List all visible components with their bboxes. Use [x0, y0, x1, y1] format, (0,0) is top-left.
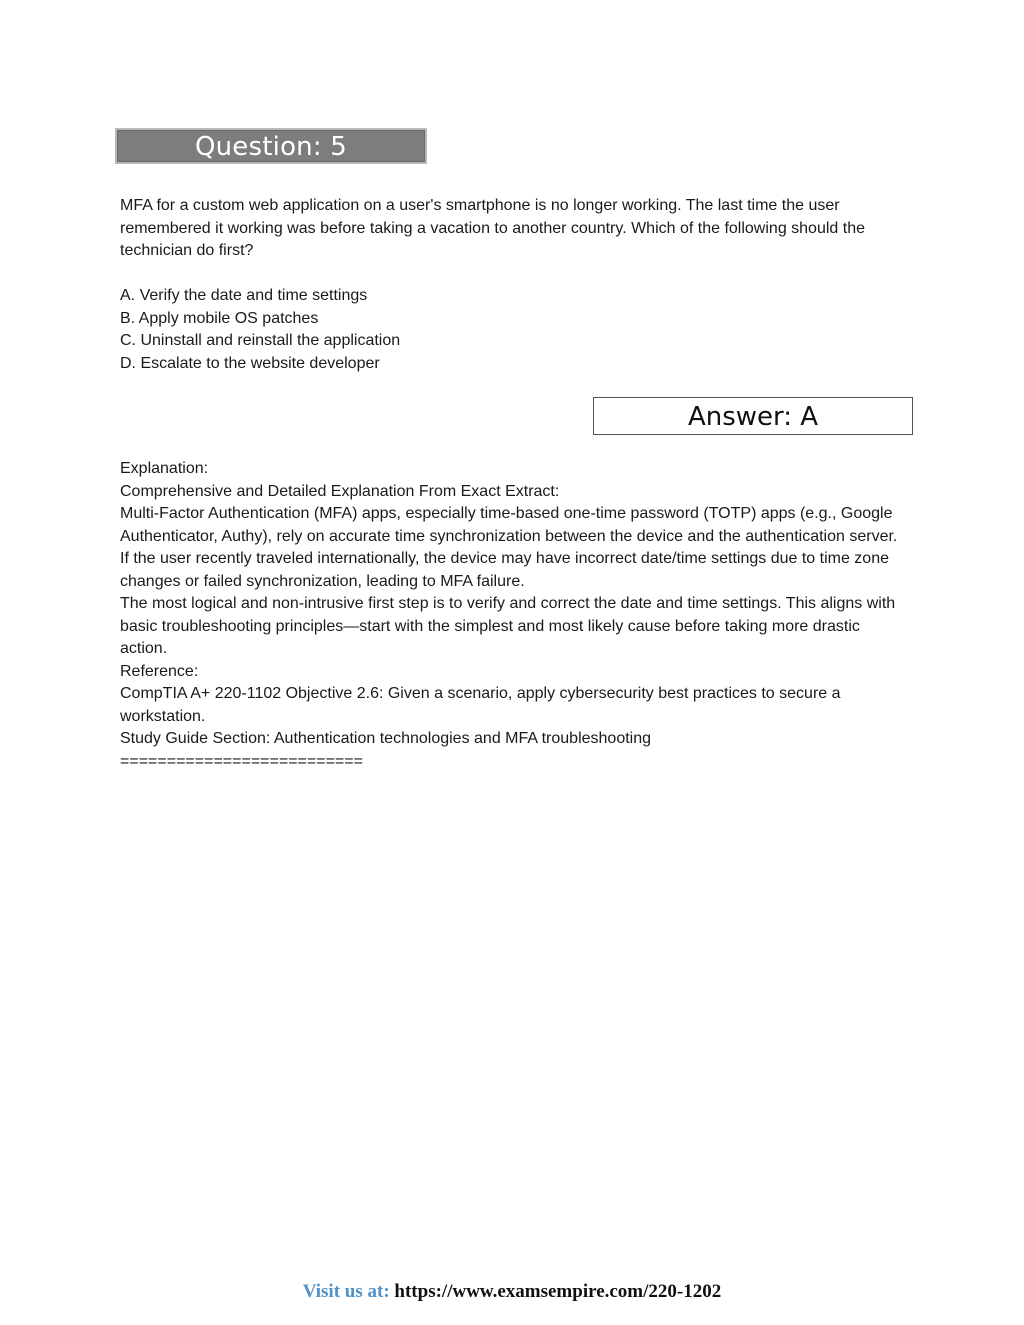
reference-objective: CompTIA A+ 220-1102 Objective 2.6: Given a scenario, apply cybersecurity best practices to secure a workstation. — [120, 685, 841, 725]
explanation-heading: Explanation: — [120, 460, 209, 477]
explanation-section — [120, 458, 900, 773]
question-title: Question: 5 — [194, 132, 348, 162]
explanation-paragraph-1: Multi-Factor Authentication (MFA) apps, especially time-based one-time password (TOTP) apps (e.g., Google Authenticator, Authy), rely on accurate time synchronization between the device and the authentication server. If the user recently traveled internationally, the device may have incorrect date/time settings due to time zone changes or failed synchronization, leading to MFA failure. — [120, 505, 898, 590]
answer-label: Answer: A — [687, 402, 819, 432]
option-a: A. Verify the date and time settings — [120, 287, 368, 304]
reference-heading: Reference: — [120, 662, 199, 680]
explanation-subheading: Comprehensive and Detailed Explanation From Exact Extract: — [120, 482, 560, 500]
option-d: D. Escalate to the website developer — [120, 354, 380, 372]
answer-options — [120, 285, 900, 375]
question-text — [120, 195, 900, 263]
explanation-paragraph-2: The most logical and non-intrusive first step is to verify and correct the date and time settings. This aligns with basic troubleshooting principles—start with the simplest and most likely cause before taking more drastic action. — [120, 595, 896, 657]
footer-label: Visit us at: — [302, 1281, 390, 1302]
reference-study-guide: Study Guide Section: Authentication technologies and MFA troubleshooting — [120, 730, 652, 747]
footer-link[interactable]: https://www.examsempire.com/220-1202 — [394, 1281, 722, 1302]
answer-box — [593, 397, 913, 435]
question-body: MFA for a custom web application on a user's smartphone is no longer working. The last time the user remembered it working was before taking a vacation to another country. Which of the following should the technician do first? — [120, 197, 865, 259]
footer — [0, 1281, 1024, 1303]
separator-line: ========================== — [120, 752, 363, 770]
question-header — [115, 128, 427, 164]
option-c: C. Uninstall and reinstall the application — [120, 332, 401, 349]
option-b: B. Apply mobile OS patches — [120, 309, 319, 327]
